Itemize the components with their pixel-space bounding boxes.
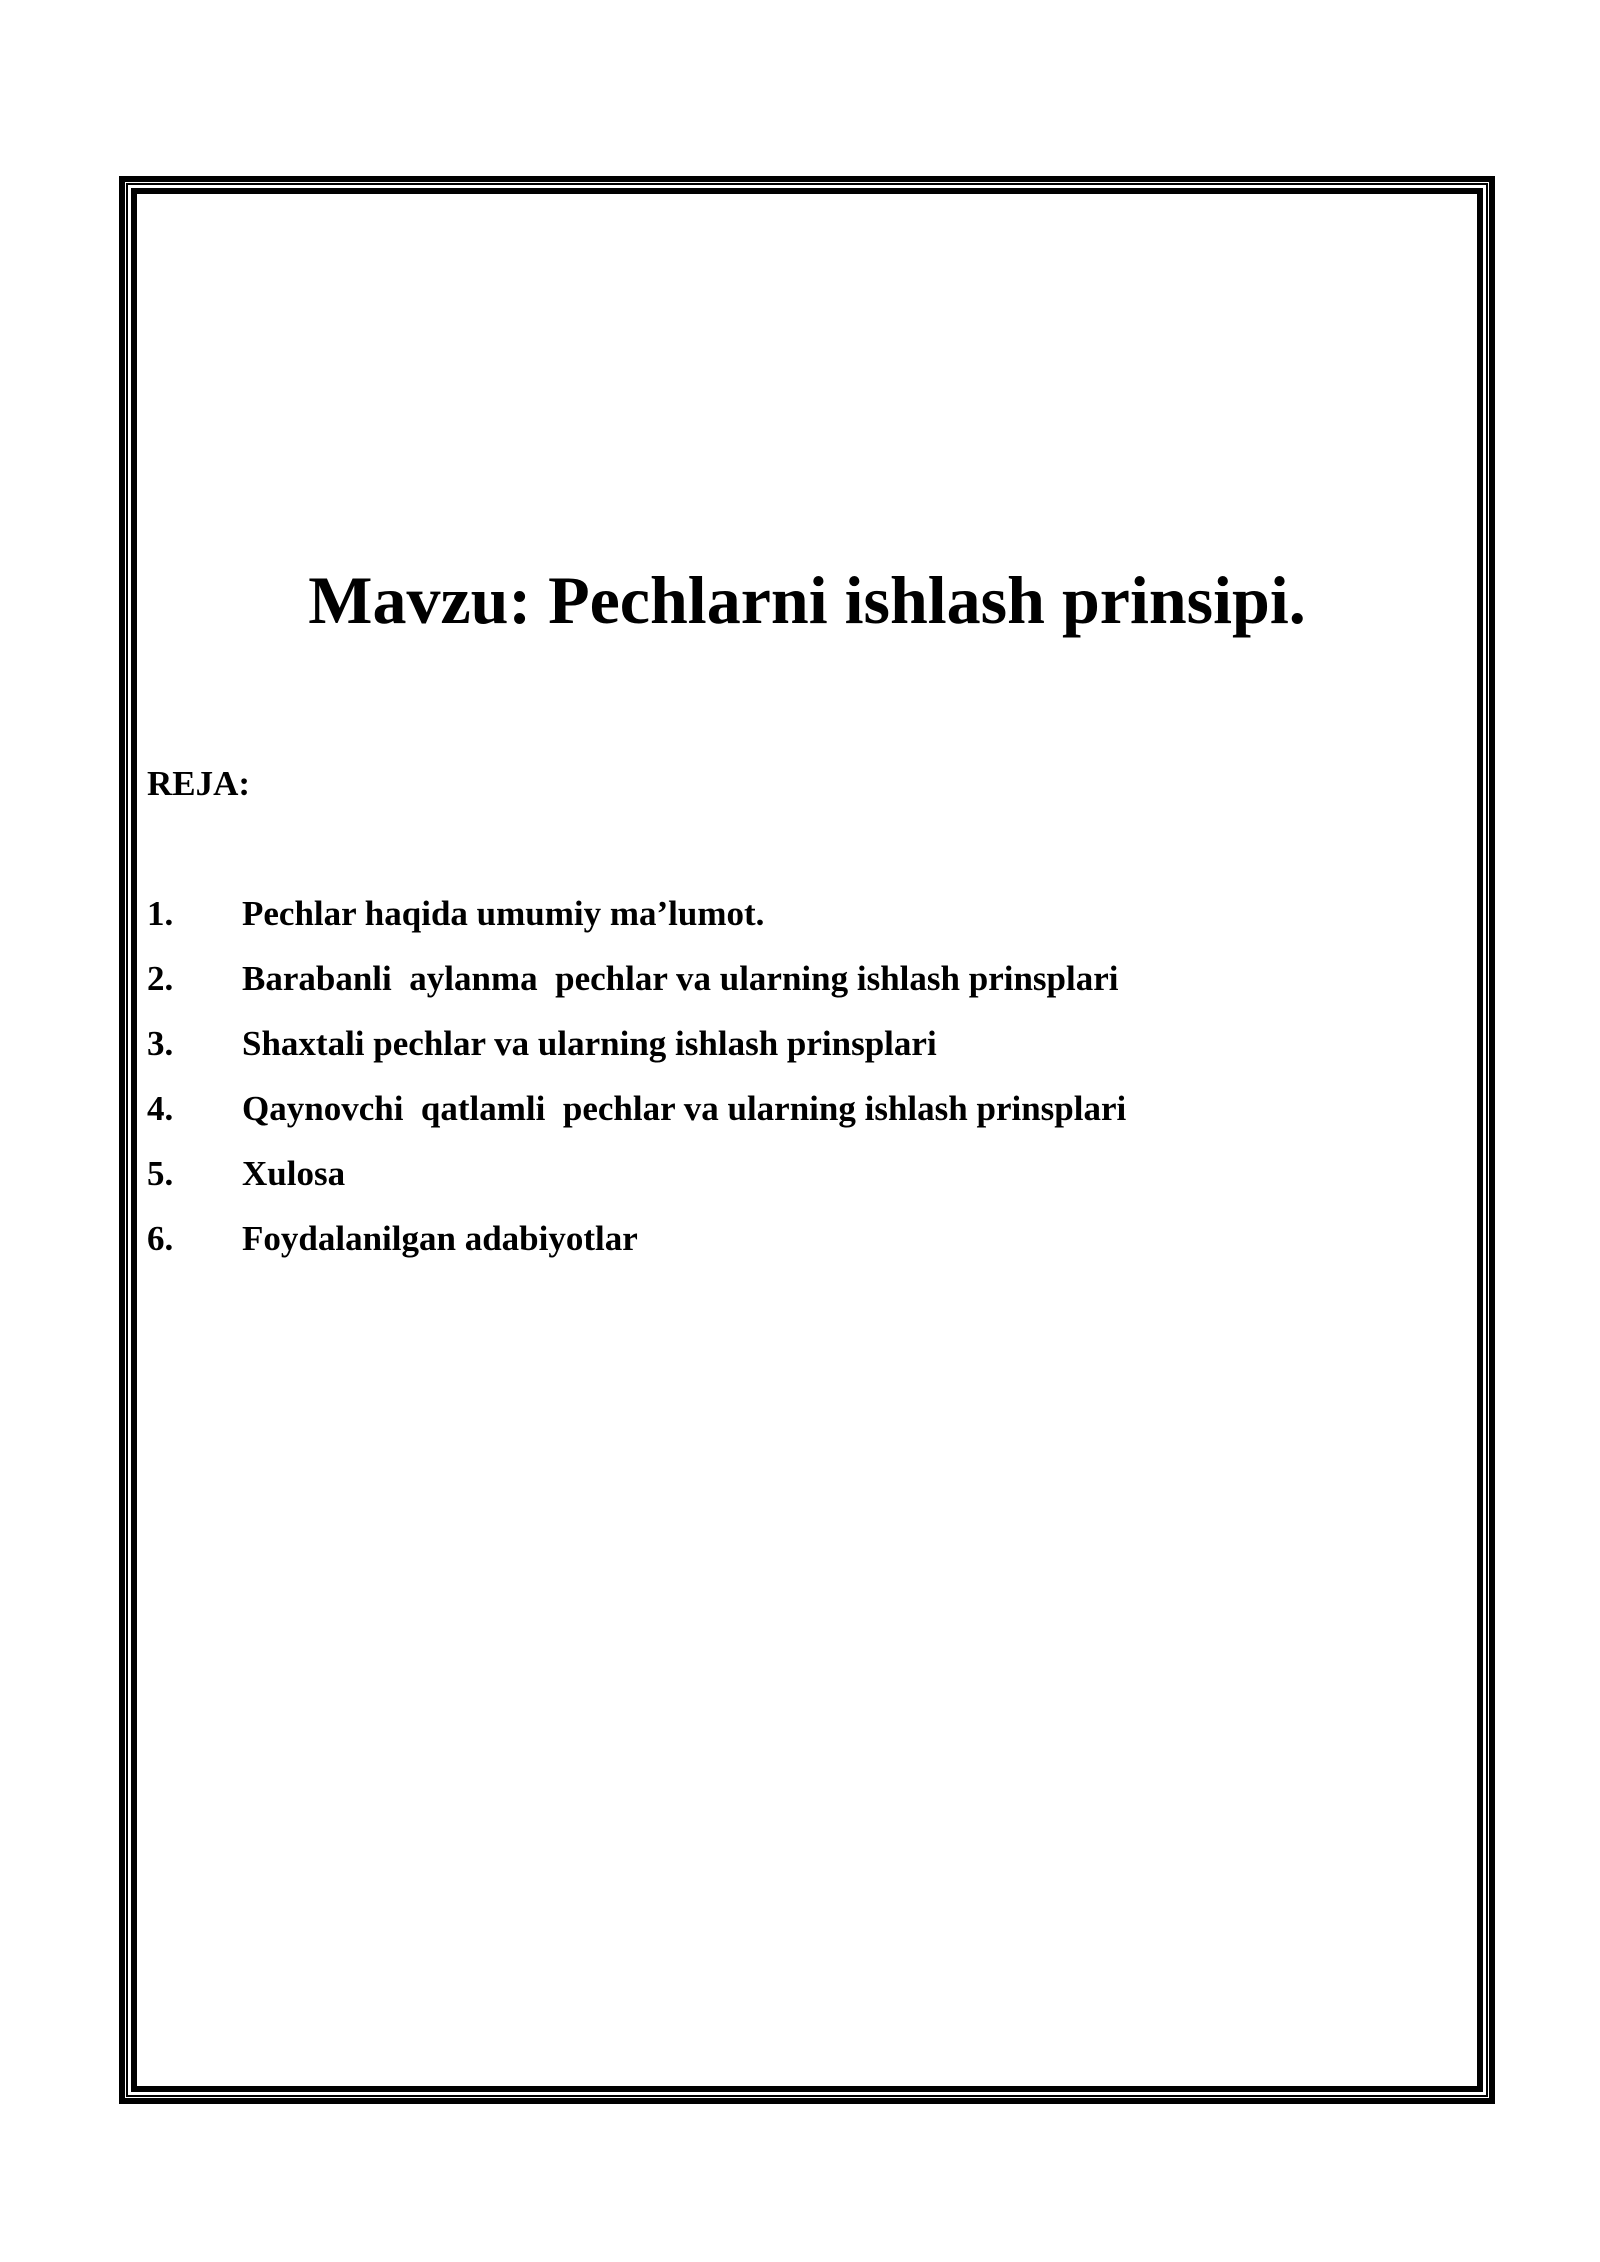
plan-item <box>147 1022 1126 1087</box>
plan-item-text: Qaynovchi qatlamli pechlar va ularning ishlash prinsplari <box>242 1089 1127 1128</box>
plan-item-number: 1. <box>147 894 174 933</box>
plan-item-number: 5. <box>147 1154 174 1193</box>
plan-item-number: 4. <box>147 1089 174 1128</box>
document-title: Mavzu: Pechlarni ishlash prinsipi. <box>308 562 1306 638</box>
plan-item-number: 6. <box>147 1219 174 1258</box>
plan-item-text: Pechlar haqida umumiy ma’lumot. <box>242 894 765 933</box>
plan-item <box>147 1217 1126 1282</box>
plan-item <box>147 1152 1126 1217</box>
plan-item-text: Foydalanilgan adabiyotlar <box>242 1219 638 1258</box>
plan-item-text: Shaxtali pechlar va ularning ishlash prinsplari <box>242 1024 937 1063</box>
plan-item <box>147 1087 1126 1152</box>
plan-item-number: 3. <box>147 1024 174 1063</box>
plan-item-text: Barabanli aylanma pechlar va ularning ishlash prinsplari <box>242 959 1119 998</box>
plan-list <box>147 892 1126 1282</box>
plan-item <box>147 892 1126 957</box>
plan-item-number: 2. <box>147 959 174 998</box>
plan-item <box>147 957 1126 1022</box>
plan-item-text: Xulosa <box>242 1154 346 1193</box>
plan-heading: REJA: <box>147 764 251 803</box>
